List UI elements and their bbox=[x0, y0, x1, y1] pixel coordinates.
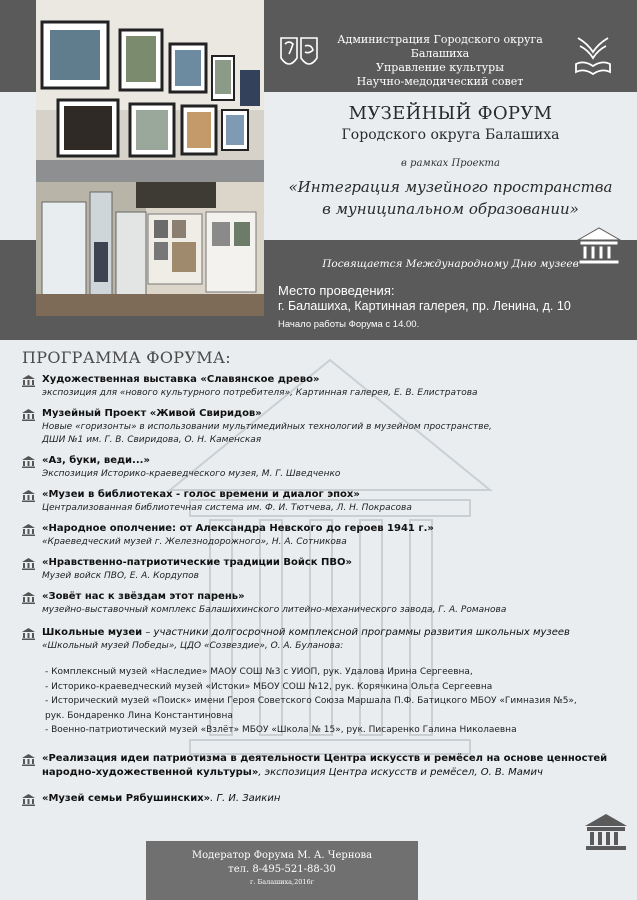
venue-info bbox=[278, 283, 571, 334]
venue-address: г. Балашиха, Картинная галерея, пр. Ленина, д. 10 bbox=[278, 299, 571, 313]
last-head-rest: . Г. И. Заикин bbox=[210, 792, 281, 804]
school-museum-list bbox=[42, 665, 622, 738]
gallery-photo bbox=[36, 0, 264, 160]
program-item-title: «Нравственно-патриотические традиции Войск ПВО» bbox=[42, 557, 352, 568]
program-section bbox=[22, 348, 622, 806]
organization-header bbox=[330, 33, 550, 89]
program-item bbox=[22, 373, 622, 400]
museum-building-icon bbox=[583, 812, 629, 852]
program-item-desc: экспозиция для «нового культурного потребителя», Картинная галерея, Е. В. Елистратова bbox=[42, 388, 478, 398]
museum-bullet-icon bbox=[22, 524, 35, 536]
list-item: - Комплексный музей «Наследие» МАОУ СОШ №3 с УИОП, рук. Удалова Ирина Сергеевна, bbox=[45, 667, 473, 677]
museum-bullet-icon bbox=[22, 592, 35, 604]
program-item bbox=[22, 752, 622, 780]
program-item-title: «Зовёт нас к звёздам этот парень» bbox=[42, 591, 245, 602]
project-name bbox=[264, 176, 637, 220]
venue-label: Место проведения: bbox=[278, 283, 395, 298]
moderator: Модератор Форума М. А. Чернова bbox=[191, 850, 373, 861]
museum-bullet-icon bbox=[22, 375, 35, 387]
program-item bbox=[22, 792, 622, 806]
last-head: «Музей семьи Рябушинских» bbox=[42, 792, 211, 804]
museum-bullet-icon bbox=[22, 794, 35, 806]
program-item bbox=[22, 590, 622, 617]
dedication: Посвящается Международному Дню музеев bbox=[322, 258, 579, 270]
program-item bbox=[22, 556, 622, 583]
list-item: - Военно-патриотический музей «Взлёт» МБОУ «Школа № 15», рук. Писаренко Галина Николаевна bbox=[45, 725, 517, 735]
start-time: Начало работы Форума с 14.00. bbox=[278, 319, 420, 330]
museum-exhibit-photo bbox=[36, 182, 264, 316]
phone: тел. 8-495-521-88-30 bbox=[228, 864, 336, 875]
school-head-rest: – участники долгосрочной комплексной программы развития школьных музеев bbox=[142, 627, 570, 638]
museum-bullet-icon bbox=[22, 456, 35, 468]
city-year: г. Балашиха,2016г bbox=[249, 878, 315, 886]
program-item-title: Художественная выставка «Славянское древо» bbox=[42, 374, 320, 385]
patriot-head-2: народно-художественной культуры» bbox=[42, 766, 259, 778]
program-item-title bbox=[42, 626, 622, 640]
program-item-title: «Реализация идеи патриотизма в деятельности Центра искусств и ремёсел на основе ценностей bbox=[42, 752, 608, 764]
footer-contact-box bbox=[146, 841, 418, 900]
program-item-title: «Музеи в библиотеках - голос времени и диалог эпох» bbox=[42, 489, 360, 500]
museum-bullet-icon bbox=[22, 490, 35, 502]
program-item-desc: Экспозиция Историко-краеведческого музея, М. Г. Шведченко bbox=[42, 469, 341, 479]
program-item-title bbox=[42, 792, 622, 806]
list-item: рук. Бондаренко Лина Константиновна bbox=[45, 710, 233, 721]
museum-bullet-icon bbox=[22, 409, 35, 421]
program-item-desc: Музей войск ПВО, Е. А. Кордупов bbox=[42, 571, 199, 581]
list-item: - Исторический музей «Поиск» имени Героя Советского Союза Маршала П.Ф. Батицкого МБОУ «Гимназия №5», bbox=[45, 696, 577, 706]
program-title: ПРОГРАММА ФОРУМА: bbox=[22, 348, 231, 367]
patriot-head-rest: , экспозиция Центра искусств и ремёсел, О. В. Мамич bbox=[258, 766, 543, 778]
museum-bullet-icon bbox=[22, 628, 35, 640]
program-item-desc: Централизованная библиотечная система им. Ф. И. Тютчева, Л. Н. Покрасова bbox=[42, 503, 412, 513]
forum-subtitle: Городского округа Балашиха bbox=[341, 127, 560, 143]
balashikha-coat-of-arms-icon bbox=[278, 34, 320, 74]
program-item-title-2 bbox=[42, 766, 622, 780]
school-head-bold: Школьные музеи bbox=[42, 627, 143, 638]
program-item-desc: «Краеведческий музей г. Железнодорожного», Н. А. Сотникова bbox=[42, 537, 347, 547]
org-line-3: Научно-медодический совет bbox=[356, 75, 524, 88]
org-line-2: Управление культуры bbox=[376, 61, 504, 74]
project-intro: в рамках Проекта bbox=[401, 158, 500, 169]
program-item-desc-2: ДШИ №1 им. Г. В. Свиридова, О. Н. Каменская bbox=[42, 435, 262, 445]
program-item bbox=[22, 407, 622, 447]
org-line-1: Администрация Городского округа Балашиха bbox=[337, 33, 543, 60]
culture-emblem-icon bbox=[572, 34, 614, 78]
program-item-title: «Аз, буки, веди...» bbox=[42, 455, 150, 466]
program-item bbox=[22, 488, 622, 515]
program-item-school bbox=[22, 626, 622, 738]
program-item-desc: Новые «горизонты» в использовании мультимедийных технологий в музейном пространстве, bbox=[42, 422, 492, 432]
program-item-desc: музейно-выставочный комплекс Балашихинского литейно-механического завода, Г. А. Романова bbox=[42, 605, 507, 615]
forum-title: МУЗЕЙНЫЙ ФОРУМ bbox=[348, 103, 553, 124]
program-item-title: Музейный Проект «Живой Свиридов» bbox=[42, 408, 262, 419]
project-name-line-2: в муниципальном образовании» bbox=[322, 200, 579, 218]
list-item: - Историко-краеведческий музей «Истоки» МБОУ СОШ №12, рук. Корячкина Ольга Сергеевна bbox=[45, 681, 493, 692]
program-item-desc: «Школьный музей Победы», ЦДО «Созвездие», О. А. Буланова: bbox=[42, 641, 344, 651]
program-item-title: «Народное ополчение: от Александра Невского до героев 1941 г.» bbox=[42, 523, 434, 534]
project-name-line-1: «Интеграция музейного пространства bbox=[288, 178, 613, 196]
museum-bullet-icon bbox=[22, 754, 35, 766]
museum-bullet-icon bbox=[22, 558, 35, 570]
program-item bbox=[22, 522, 622, 549]
program-item bbox=[22, 454, 622, 481]
